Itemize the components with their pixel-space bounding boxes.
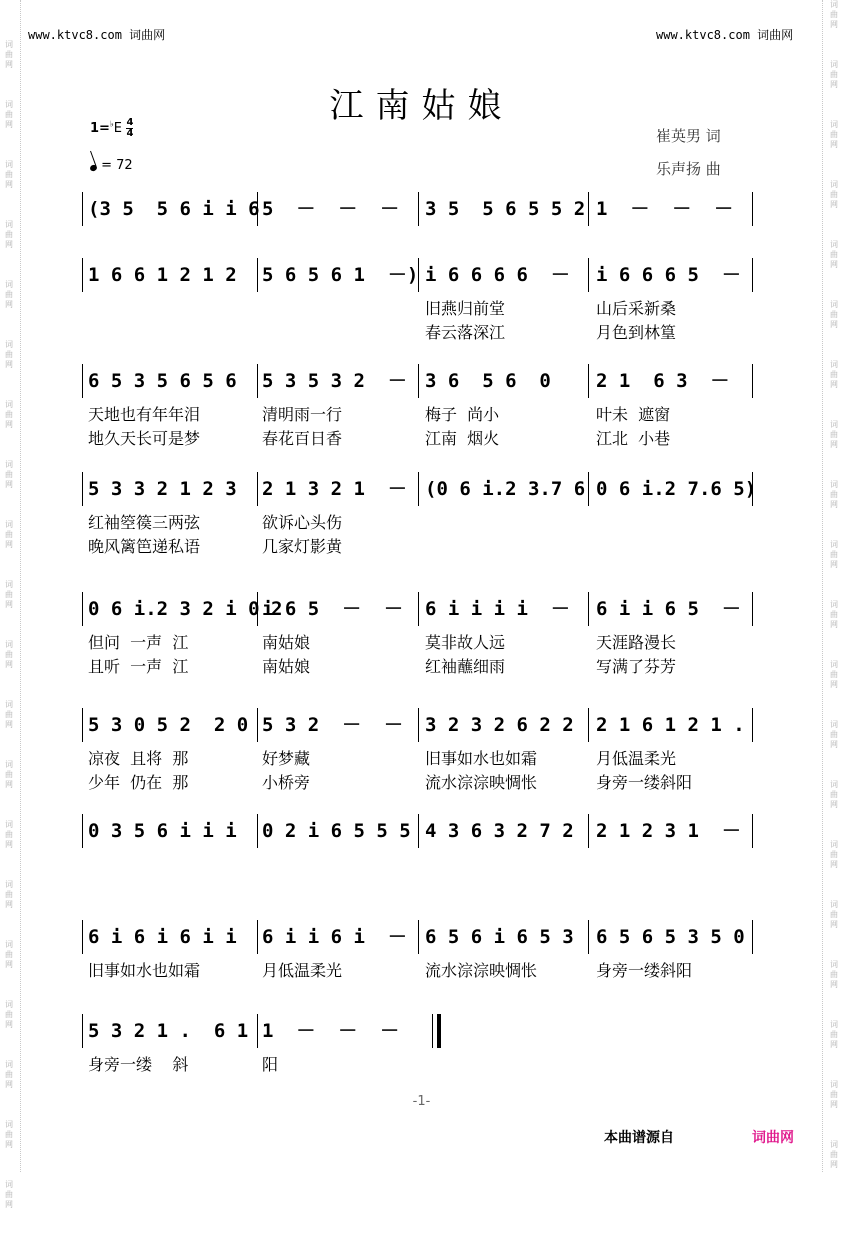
notation-measure: 6 5 3 5 6 5 6: [88, 370, 237, 392]
watermark-mark: 词 曲 网: [830, 1020, 838, 1049]
watermark-mark: 词 曲 网: [5, 1060, 13, 1089]
barline: [588, 814, 589, 848]
watermark-mark: 词 曲 网: [5, 40, 13, 69]
lyric-line: 旧事如水也如霜: [425, 749, 538, 768]
lyric-line: 晚风篱笆递私语: [88, 537, 201, 556]
notation-measure: 3 2 3 2 6 2 2: [425, 714, 574, 736]
lyric-line: 小桥旁: [262, 773, 311, 792]
barline: [82, 814, 83, 848]
lyric-line: 清明雨一行: [262, 405, 343, 424]
watermark-mark: 词 曲 网: [830, 120, 838, 149]
barline: [418, 472, 419, 506]
watermark-mark: 词 曲 网: [830, 1140, 838, 1169]
barline: [588, 592, 589, 626]
notation-measure: 5 3 0 5 2 2 0: [88, 714, 249, 736]
lyric-line: 天涯路漫长: [596, 633, 677, 652]
barline: [588, 708, 589, 742]
lyric-line: 月低温柔光: [596, 749, 677, 768]
right-border: [822, 0, 823, 1172]
barline: [752, 192, 753, 226]
watermark-mark: 词 曲 网: [830, 420, 838, 449]
notation-measure: 5 3 3 2 1 2 3: [88, 478, 237, 500]
notation-measure: 2 1 6 1 2 1 .: [596, 714, 745, 736]
watermark-mark: 词 曲 网: [830, 840, 838, 869]
lyric-line: 几家灯影黄: [262, 537, 343, 556]
notation-measure: 2 1 6 3 －: [596, 370, 730, 392]
barline: [418, 192, 419, 226]
watermark-mark: 词 曲 网: [5, 340, 13, 369]
lyric-line: 旧燕归前堂: [425, 299, 506, 318]
watermark-mark: 词 曲 网: [830, 0, 838, 29]
barline: [257, 1014, 258, 1048]
notation-measure: 5 3 5 3 2 －: [262, 370, 407, 392]
watermark-mark: 词 曲 网: [830, 720, 838, 749]
page-number: -1-: [412, 1094, 431, 1109]
barline: [257, 708, 258, 742]
watermark-mark: 词 曲 网: [830, 780, 838, 809]
notation-measure: 0 3 5 6 i i i: [88, 820, 237, 842]
notation-measure: 5 3 2 － －: [262, 714, 403, 736]
watermark-mark: 词 曲 网: [830, 540, 838, 569]
barline: [418, 708, 419, 742]
notation-measure: 5 － － －: [262, 198, 400, 220]
notation-measure: 5 6 5 6 1 －): [262, 264, 419, 286]
notation-measure: 6 i 6 i 6 i i: [88, 926, 237, 948]
tempo-marking: = 72: [90, 158, 133, 173]
lyric-line: 江南 烟火: [425, 429, 500, 448]
lyric-line: 叶未 遮窗: [596, 405, 671, 424]
watermark-mark: 词 曲 网: [5, 100, 13, 129]
notation-measure: 6 5 6 5 3 5 0: [596, 926, 745, 948]
notation-measure: 1 － － －: [262, 1020, 400, 1042]
lyric-line: 红袖蘸细雨: [425, 657, 506, 676]
site-header-right: [656, 26, 793, 43]
barline: [752, 708, 753, 742]
barline: [82, 364, 83, 398]
lyric-line: 梅子 尚小: [425, 405, 500, 424]
notation-measure: 6 i i i i －: [425, 598, 570, 620]
watermark-mark: 词 曲 网: [5, 400, 13, 429]
notation-measure: i 6 5 － －: [262, 598, 403, 620]
time-signature: $\frac{4}{4}$: [126, 117, 134, 139]
barline: [752, 920, 753, 954]
lyric-line: 且听 一声 江: [88, 657, 189, 676]
barline: [418, 592, 419, 626]
song-title: 江南姑娘: [329, 86, 514, 126]
lyric-line: 南姑娘: [262, 633, 311, 652]
final-barline: [432, 1014, 441, 1048]
watermark-mark: 词 曲 网: [5, 700, 13, 729]
barline: [418, 920, 419, 954]
notation-measure: 0 2 i 6 5 5 5: [262, 820, 411, 842]
barline: [588, 258, 589, 292]
watermark-mark: 词 曲 网: [5, 220, 13, 249]
lyric-line: 春云落深江: [425, 323, 506, 342]
lyric-line: 红袖箜篌三两弦: [88, 513, 201, 532]
lyric-line: 月低温柔光: [262, 961, 343, 980]
notation-measure: i 6 6 6 5 －: [596, 264, 741, 286]
lyric-line: 阳: [262, 1055, 279, 1074]
right-watermark-column: [827, 0, 841, 1200]
barline: [752, 814, 753, 848]
watermark-mark: 词 曲 网: [5, 640, 13, 669]
lyric-line: 流水淙淙映惆怅: [425, 773, 538, 792]
watermark-mark: 词 曲 网: [830, 660, 838, 689]
notation-measure: 2 1 3 2 1 －: [262, 478, 407, 500]
barline: [752, 258, 753, 292]
lyric-line: 南姑娘: [262, 657, 311, 676]
lyric-line: 莫非故人远: [425, 633, 506, 652]
source-label: 本曲谱源自: [604, 1130, 674, 1146]
notation-measure: 4 3 6 3 2 7 2: [425, 820, 574, 842]
watermark-mark: 词 曲 网: [830, 600, 838, 629]
lyric-line: 身旁一缕斜阳: [596, 961, 693, 980]
site-url[interactable]: www.ktvc8.com: [656, 28, 750, 42]
lyricist-credit: 崔英男 词: [656, 127, 721, 145]
notation-measure: 1 － － －: [596, 198, 734, 220]
barline: [82, 592, 83, 626]
lyric-line: 但问 一声 江: [88, 633, 189, 652]
barline: [752, 364, 753, 398]
key-signature: 1=♭E $\frac{4}{4}$: [90, 117, 134, 139]
watermark-mark: 词 曲 网: [830, 300, 838, 329]
watermark-mark: 词 曲 网: [5, 820, 13, 849]
barline: [82, 920, 83, 954]
lyric-line: 天地也有年年泪: [88, 405, 201, 424]
watermark-mark: 词 曲 网: [5, 460, 13, 489]
barline: [588, 472, 589, 506]
notation-measure: 3 5 5 6 5 5 2: [425, 198, 586, 220]
barline: [257, 364, 258, 398]
barline: [418, 814, 419, 848]
lyric-line: 旧事如水也如霜: [88, 961, 201, 980]
barline: [257, 920, 258, 954]
composer-credit: 乐声扬 曲: [656, 160, 721, 178]
barline: [752, 592, 753, 626]
watermark-mark: 词 曲 网: [5, 1180, 13, 1209]
notation-measure: 3 6 5 6 0: [425, 370, 551, 392]
source-brand-link[interactable]: 词曲网: [752, 1130, 794, 1146]
barline: [257, 814, 258, 848]
watermark-mark: 词 曲 网: [5, 280, 13, 309]
notation-measure: 2 1 2 3 1 －: [596, 820, 741, 842]
barline: [82, 258, 83, 292]
lyric-line: 好梦藏: [262, 749, 311, 768]
left-border: [20, 0, 21, 1172]
lyric-line: 春花百日香: [262, 429, 343, 448]
watermark-mark: 词 曲 网: [5, 1120, 13, 1149]
left-watermark-column: [2, 40, 16, 1240]
watermark-mark: 词 曲 网: [5, 160, 13, 189]
lyric-line: 山后采新桑: [596, 299, 677, 318]
lyric-line: 欲诉心头伤: [262, 513, 343, 532]
barline: [82, 192, 83, 226]
lyric-line: 江北 小巷: [596, 429, 671, 448]
site-header-left: [28, 26, 165, 43]
watermark-mark: 词 曲 网: [5, 940, 13, 969]
notation-measure: 6 i i 6 i －: [262, 926, 407, 948]
watermark-mark: 词 曲 网: [5, 1000, 13, 1029]
notation-measure: 1 6 6 1 2 1 2: [88, 264, 237, 286]
site-url[interactable]: www.ktvc8.com: [28, 28, 122, 42]
barline: [257, 472, 258, 506]
barline: [418, 364, 419, 398]
notation-measure: 0 6 i.2 3 2 i 0 2: [88, 598, 283, 620]
watermark-mark: 词 曲 网: [830, 1080, 838, 1109]
barline: [82, 472, 83, 506]
watermark-mark: 词 曲 网: [5, 760, 13, 789]
notation-measure: (0 6 i.2 3.7 6: [425, 478, 586, 500]
site-name: 词曲网: [757, 28, 794, 42]
lyric-line: 写满了芬芳: [596, 657, 677, 676]
notation-measure: 0 6 i.2 7.6 5): [596, 478, 757, 500]
notation-measure: i 6 6 6 6 －: [425, 264, 570, 286]
lyric-line: 身旁一缕斜阳: [596, 773, 693, 792]
barline: [82, 1014, 83, 1048]
watermark-mark: 词 曲 网: [5, 580, 13, 609]
notation-measure: 5 3 2 1 . 6 1: [88, 1020, 249, 1042]
notation-measure: (3 5 5 6 i i 6: [88, 198, 260, 220]
lyric-line: 流水淙淙映惆怅: [425, 961, 538, 980]
barline: [588, 364, 589, 398]
lyric-line: 凉夜 且将 那: [88, 749, 189, 768]
watermark-mark: 词 曲 网: [830, 480, 838, 509]
watermark-mark: 词 曲 网: [5, 520, 13, 549]
lyric-line: 身旁一缕 斜: [88, 1055, 189, 1074]
lyric-line: 少年 仍在 那: [88, 773, 189, 792]
barline: [257, 258, 258, 292]
watermark-mark: 词 曲 网: [830, 180, 838, 209]
lyric-line: 月色到林篁: [596, 323, 677, 342]
watermark-mark: 词 曲 网: [830, 900, 838, 929]
watermark-mark: 词 曲 网: [5, 880, 13, 909]
barline: [588, 920, 589, 954]
site-name: 词曲网: [129, 28, 166, 42]
lyric-line: 地久天长可是梦: [88, 429, 201, 448]
barline: [588, 192, 589, 226]
watermark-mark: 词 曲 网: [830, 240, 838, 269]
notation-measure: 6 5 6 i 6 5 3: [425, 926, 574, 948]
notation-measure: 6 i i 6 5 －: [596, 598, 741, 620]
watermark-mark: 词 曲 网: [830, 60, 838, 89]
watermark-mark: 词 曲 网: [830, 960, 838, 989]
watermark-mark: 词 曲 网: [830, 360, 838, 389]
barline: [82, 708, 83, 742]
quarter-note-icon: [89, 164, 98, 172]
